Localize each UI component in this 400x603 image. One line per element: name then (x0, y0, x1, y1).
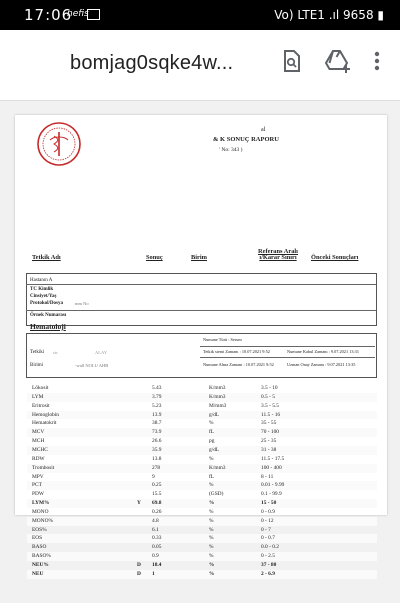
table-row (27, 499, 377, 508)
row-test-name: EOS (32, 535, 43, 542)
row-reference: 11.5 - 17.5 (261, 455, 285, 462)
row-test-name: MONO% (32, 517, 53, 524)
row-unit: % (209, 526, 214, 533)
row-unit: % (209, 482, 214, 489)
row-unit: % (209, 553, 214, 560)
row-test-name: LYM% (32, 500, 50, 507)
drive-add-icon (320, 44, 354, 78)
status-bar (0, 0, 400, 30)
row-reference: 15 - 50 (261, 500, 277, 507)
row-reference: 0 - 2.5 (261, 553, 275, 560)
row-reference: 0 - 7 (261, 526, 271, 533)
row-reference: 0.5 - 5 (261, 393, 275, 400)
row-test-name: MPV (32, 473, 44, 480)
row-unit: fL (209, 429, 215, 436)
row-result: 0.26 (152, 508, 162, 515)
row-test-name: Trombosit (32, 464, 55, 471)
sample-type: Numune Türü : Serum (203, 337, 242, 342)
row-reference: 0.0 - 0.2 (261, 544, 279, 551)
image-notification-icon (87, 9, 100, 20)
row-result: 13.8 (152, 455, 162, 462)
more-options-button[interactable] (362, 44, 392, 78)
row-result: 278 (152, 464, 161, 471)
row-reference: 0 - 0.9 (261, 508, 275, 515)
row-result: 73.9 (152, 429, 162, 436)
row-unit: pg (209, 438, 215, 445)
row-result: 1 (152, 570, 155, 577)
table-row (27, 419, 377, 428)
test-label: Tetkiki (30, 350, 45, 355)
patient-id-label: TC Kimlik (30, 287, 54, 292)
specialist-approval-time: Uzman Onay Zamanı : 9.07.2021 13:35 (287, 362, 356, 367)
row-test-name: Hematokrit (32, 420, 57, 427)
table-row (27, 490, 377, 499)
document-search-icon (274, 44, 308, 78)
row-unit: % (209, 544, 214, 551)
row-test-name: BASO (32, 544, 47, 551)
row-flag: Y (137, 500, 141, 507)
row-unit: % (209, 455, 214, 462)
row-unit: K/mm3 (209, 385, 226, 391)
table-row (27, 446, 377, 455)
row-result: 4.8 (152, 517, 159, 524)
table-row (27, 393, 377, 402)
report-number: ' No: 343 ) (219, 147, 243, 153)
row-result: 0.05 (152, 544, 162, 551)
patient-info-box (26, 273, 377, 326)
row-result: 18.4 (152, 562, 162, 568)
table-row (27, 534, 377, 543)
row-test-name: BASO% (32, 553, 51, 560)
row-test-name: LYM (32, 393, 44, 400)
row-test-name: EOS% (32, 526, 47, 533)
document-page[interactable] (15, 115, 387, 577)
row-test-name: MCV (32, 429, 45, 436)
row-result: 3.79 (152, 393, 162, 400)
row-unit: % (209, 562, 215, 568)
app-bar (0, 30, 400, 101)
row-test-name: MCH (32, 438, 45, 445)
row-unit: % (209, 420, 214, 427)
table-row (27, 473, 377, 482)
row-reference: 0 - 12 (261, 517, 274, 524)
row-reference: 0.01 - 9.99 (261, 482, 285, 489)
row-unit: fL (209, 473, 215, 480)
row-result: 26.6 (152, 438, 162, 445)
row-unit: % (209, 500, 215, 507)
row-result: 0.33 (152, 535, 162, 542)
row-reference: 25 - 35 (261, 438, 277, 445)
row-test-name: PCT (32, 482, 42, 489)
row-unit: (GSD) (209, 491, 224, 498)
patient-protocol-value: mm No (75, 301, 89, 306)
row-reference: 31 - 38 (261, 446, 277, 453)
row-unit: % (209, 517, 214, 524)
row-unit: g/dL (209, 411, 220, 418)
row-test-name: PDW (32, 491, 44, 498)
col-header-test: Tetkik Adı (32, 254, 61, 261)
table-row (27, 561, 377, 570)
row-result: 15.5 (152, 491, 162, 498)
sample-number-label: Örnek Numarası (30, 313, 67, 318)
row-reference: 100 - 400 (261, 464, 282, 471)
more-vert-icon (362, 44, 392, 78)
row-result: 38.7 (152, 420, 162, 427)
test-request-time: Tetkik stemi Zamanı : 10.07.2021 9:52 (203, 349, 270, 354)
table-row (27, 384, 377, 393)
row-test-name: Lökosit (32, 385, 49, 391)
table-row (27, 570, 377, 579)
status-time: 17:06 (24, 6, 73, 24)
row-reference: 35 - 55 (261, 420, 277, 427)
table-row (27, 402, 377, 411)
test-extra: ALAY (95, 350, 108, 355)
test-value: stc (53, 350, 58, 355)
row-reference: 0.1 - 99.9 (261, 491, 282, 498)
row-result: 69.8 (152, 500, 162, 507)
row-unit: % (209, 508, 214, 515)
row-flag: D (137, 570, 141, 577)
row-reference: 3.5 - 10 (261, 385, 278, 391)
row-test-name: NEU% (32, 562, 49, 568)
table-row (27, 552, 377, 561)
row-result: 0.25 (152, 482, 162, 489)
row-test-name: MONO (32, 508, 49, 515)
sample-info-box (26, 333, 377, 378)
row-flag: D (137, 562, 141, 568)
table-row (27, 517, 377, 526)
table-row (27, 437, 377, 446)
table-row (27, 526, 377, 535)
row-result: 13.9 (152, 411, 162, 418)
report-header-fragment: al (261, 127, 266, 133)
row-reference: 8 - 11 (261, 473, 274, 480)
row-result: 0.9 (152, 553, 159, 560)
unit-label: Birimi (30, 363, 44, 368)
row-test-name: NEU (32, 570, 44, 577)
row-unit: g/dL (209, 446, 220, 453)
ministry-logo-icon (36, 121, 82, 167)
section-hematology: Hematoloji (30, 322, 66, 331)
table-row (27, 464, 377, 473)
row-unit: % (209, 570, 215, 577)
patient-protocol-label: Protokol/Dosya (30, 301, 63, 306)
row-test-name: Hemoglobin (32, 411, 59, 418)
row-unit: % (209, 535, 214, 542)
table-row (27, 411, 377, 420)
unit-extra: -wall NOLU AHB (75, 363, 109, 368)
row-result: 9 (152, 473, 155, 480)
report-title: & K SONUÇ RAPORU (213, 136, 279, 143)
sample-collection-time: Numune Alma Zamanı : 10.07.2021 9:52 (203, 362, 274, 367)
col-header-result: Sonuç (146, 254, 163, 261)
col-header-previous: Önceki Sonuçları (311, 254, 359, 261)
table-row (27, 508, 377, 517)
network-label: nefis (67, 9, 89, 19)
row-result: 5.43 (152, 385, 162, 391)
row-test-name: MCHC (32, 446, 48, 453)
status-indicators: Vo) LTE1 .ıl 9658 ▮ (274, 8, 384, 22)
table-row (27, 428, 377, 437)
row-result: 35.9 (152, 446, 162, 453)
table-row (27, 455, 377, 464)
row-reference: 2 - 6.9 (261, 570, 275, 577)
row-unit: K/mm3 (209, 464, 226, 471)
table-row (27, 481, 377, 490)
patient-name-label: Hastanın A (30, 278, 53, 283)
add-to-drive-button[interactable] (320, 44, 354, 78)
row-unit: M/mm3 (209, 402, 227, 409)
search-in-document-button[interactable] (274, 44, 308, 78)
row-reference: 11.5 - 16 (261, 411, 281, 418)
document-title: bomjag0sqke4w... (70, 52, 234, 74)
row-reference: 70 - 100 (261, 429, 279, 436)
table-row (27, 543, 377, 552)
col-header-unit: Birim (191, 254, 207, 261)
row-reference: 3.5 - 5.5 (261, 402, 279, 409)
patient-gender-age-label: Cinsiyet/Yaş (30, 294, 57, 299)
row-reference: 37 - 80 (261, 562, 277, 568)
row-test-name: RDW (32, 455, 45, 462)
sample-accept-time: Numune Kabul Zamanı : 9.07.2021 13:31 (287, 349, 359, 354)
row-reference: 0 - 0.7 (261, 535, 275, 542)
row-test-name: Eritrosit (32, 402, 50, 409)
col-header-reference: Referans Aralı ı/Karar Sınırı (258, 248, 298, 261)
row-unit: K/mm3 (209, 393, 226, 400)
row-result: 6.1 (152, 526, 159, 533)
row-result: 5.23 (152, 402, 162, 409)
